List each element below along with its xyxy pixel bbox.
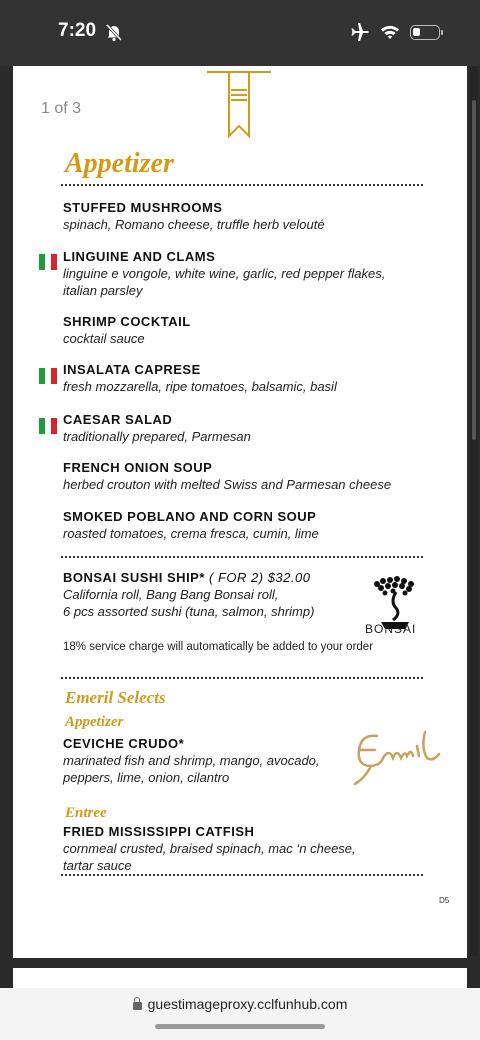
next-menu-page xyxy=(13,968,467,988)
divider xyxy=(61,556,423,558)
home-indicator[interactable] xyxy=(155,1024,325,1029)
menu-item xyxy=(63,361,423,395)
item-desc: herbed crouton with melted Swiss and Parmesan cheese xyxy=(63,477,392,492)
item-name: FRIED MISSISSIPPI CATFISH xyxy=(63,824,255,839)
item-name: SMOKED POBLANO AND CORN SOUP xyxy=(63,509,317,524)
bell-muted-icon xyxy=(104,22,124,42)
emeril-signature-logo xyxy=(347,718,443,794)
item-desc: traditionally prepared, Parmesan xyxy=(63,429,251,444)
battery-icon xyxy=(410,25,440,40)
scrollbar-thumb[interactable] xyxy=(472,100,476,440)
item-desc: marinated fish and shrimp, mango, avocado, xyxy=(63,753,320,768)
item-desc: roasted tomatoes, crema fresca, cumin, lime xyxy=(63,526,319,541)
emeril-selects-title: Emeril Selects xyxy=(65,688,166,707)
menu-item xyxy=(63,459,423,493)
menu-page xyxy=(13,66,467,958)
item-desc: cocktail sauce xyxy=(63,331,145,346)
airplane-icon xyxy=(350,22,370,42)
item-name: INSALATA CAPRESE xyxy=(63,362,201,377)
item-price: ( FOR 2) $32.00 xyxy=(204,570,311,585)
item-name: BONSAI SUSHI SHIP* xyxy=(63,570,205,585)
item-desc: spinach, Romano cheese, truffle herb velouté xyxy=(63,217,325,232)
item-name: STUFFED MUSHROOMS xyxy=(63,200,223,215)
item-name: SHRIMP COCKTAIL xyxy=(63,314,191,329)
item-desc: linguine e vongole, white wine, garlic, red pepper flakes, xyxy=(63,266,386,281)
item-desc: italian parsley xyxy=(63,283,143,298)
item-name: LINGUINE AND CLAMS xyxy=(63,249,216,264)
bonsai-brand: BONSAI xyxy=(365,622,417,636)
lock-icon xyxy=(133,1002,142,1010)
menu-item xyxy=(63,411,423,445)
section-title: Appetizer xyxy=(65,148,174,179)
menu-item xyxy=(63,508,423,542)
menu-item xyxy=(63,823,423,874)
menu-item xyxy=(63,313,423,347)
item-desc: tartar sauce xyxy=(63,858,132,873)
italian-flag-icon xyxy=(39,254,57,270)
wifi-icon xyxy=(380,24,400,40)
item-name: CAESAR SALAD xyxy=(63,412,173,427)
italian-flag-icon xyxy=(39,418,57,434)
page-counter: 1 of 3 xyxy=(41,100,82,117)
page-code: D5 xyxy=(439,896,450,905)
item-desc: peppers, lime, onion, cilantro xyxy=(63,770,230,785)
item-desc: 6 pcs assorted sushi (tuna, salmon, shrimp) xyxy=(63,604,315,619)
item-desc: cornmeal crusted, braised spinach, mac ‘n cheese, xyxy=(63,841,356,856)
menu-item xyxy=(63,199,423,233)
service-note: 18% service charge will automatically be added to your order xyxy=(63,641,374,653)
status-bar xyxy=(0,0,480,66)
browser-url-bar[interactable] xyxy=(0,988,480,1040)
item-desc: California roll, Bang Bang Bonsai roll, xyxy=(63,587,279,602)
divider xyxy=(61,677,423,679)
status-time: 7:20 xyxy=(58,20,97,41)
url-text[interactable]: guestimageproxy.cclfunhub.com xyxy=(147,996,348,1012)
item-name: CEVICHE CRUDO* xyxy=(63,736,185,751)
item-desc: fresh mozzarella, ripe tomatoes, balsamic, basil xyxy=(63,379,337,394)
divider xyxy=(61,184,423,186)
emeril-entree-label: Entree xyxy=(65,805,107,821)
menu-item xyxy=(63,248,423,299)
italian-flag-icon xyxy=(39,368,57,384)
emeril-appetizer-label: Appetizer xyxy=(65,714,124,730)
bookmark-ribbon-icon xyxy=(207,66,273,141)
divider xyxy=(61,874,423,876)
item-name: FRENCH ONION SOUP xyxy=(63,460,213,475)
